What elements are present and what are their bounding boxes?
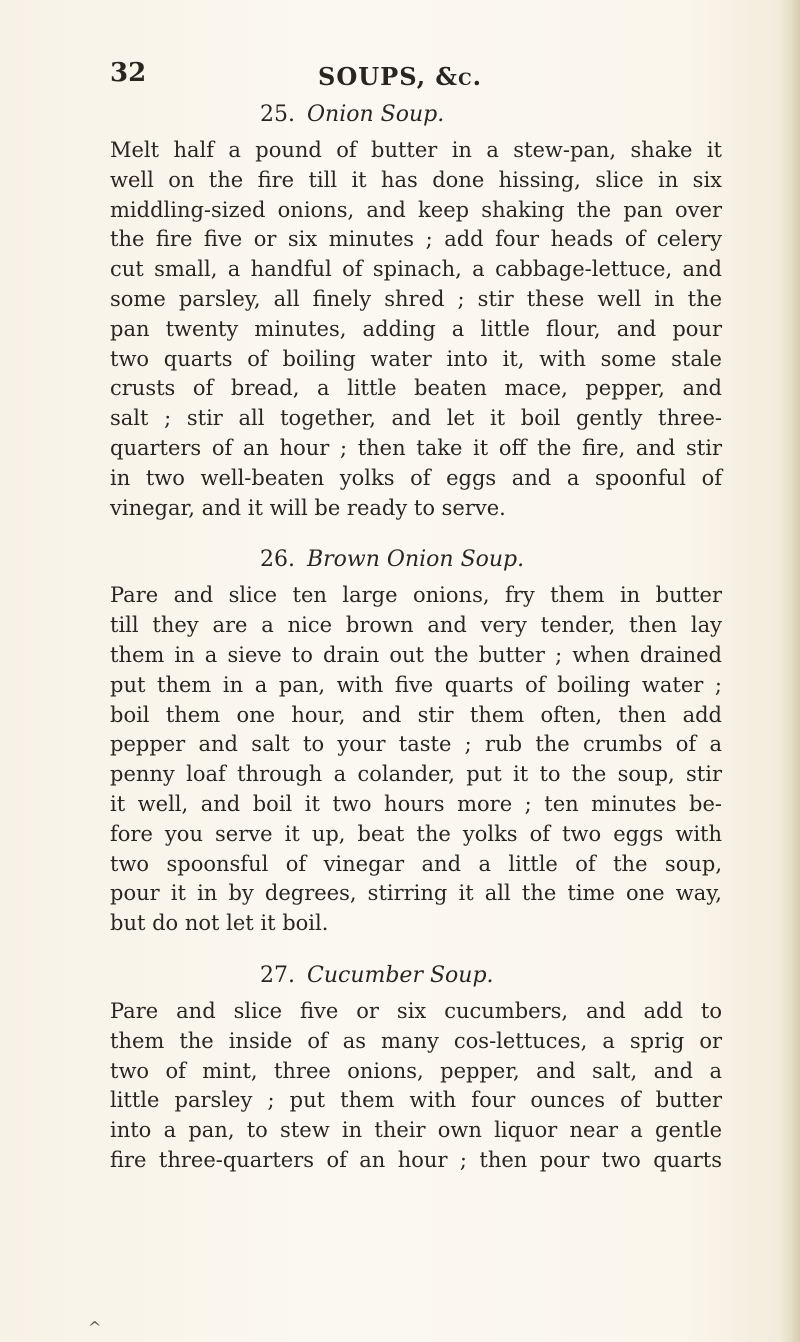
text-line: it well, and boil it two hours more ; ten minutes be- <box>110 791 722 816</box>
text-line: boil them one hour, and stir them often, then add <box>110 702 722 727</box>
text-line: well on the fire till it has done hissing, slice in six <box>110 167 722 192</box>
text-line: put them in a pan, with five quarts of boiling water ; <box>110 672 722 697</box>
text-line: some parsley, all finely shred ; stir these well in the <box>110 286 722 311</box>
text-line: them in a sieve to drain out the butter ; when drained <box>110 642 722 667</box>
recipe-title <box>110 545 722 575</box>
text-line: pan twenty minutes, adding a little flour, and pour <box>110 316 722 341</box>
text-line: fire three-quarters of an hour ; then pour two quarts <box>110 1147 722 1172</box>
text-line: Pare and slice five or six cucumbers, and add to <box>110 998 722 1023</box>
text-line: fore you serve it up, beat the yolks of two eggs with <box>110 821 722 846</box>
text-line: vinegar, and it will be ready to serve. <box>110 495 506 520</box>
text-line: salt ; stir all together, and let it boil gently three- <box>110 406 722 431</box>
text-line: little parsley ; put them with four ounces of butter <box>110 1088 722 1113</box>
recipe-number: 26. <box>260 547 295 573</box>
page-header <box>0 58 800 98</box>
text-line: penny loaf through a colander, put it to the soup, stir <box>110 762 722 787</box>
corner-mark: ^ <box>88 1318 102 1337</box>
text-line: pour it in by degrees, stirring it all the time one way, <box>110 881 722 906</box>
text-line: into a pan, to stew in their own liquor near a gentle <box>110 1118 722 1143</box>
text-line: cut small, a handful of spinach, a cabbage-lettuce, and <box>110 257 722 282</box>
recipe-name: Onion Soup. <box>307 102 445 127</box>
recipe-name: Cucumber Soup. <box>307 962 494 988</box>
text-line: crusts of bread, a little beaten mace, pepper, and <box>110 376 722 401</box>
recipe-body <box>110 581 722 939</box>
text-line: Melt half a pound of butter in a stew-pan, shake it <box>110 138 722 162</box>
text-line: pepper and salt to your taste ; rub the crumbs of a <box>110 732 722 757</box>
text-line: them the inside of as many cos-lettuces, a sprig or <box>110 1028 722 1053</box>
recipe-title <box>110 961 722 991</box>
text-line: middling-sized onions, and keep shaking the pan over <box>110 197 722 222</box>
text-line: two spoonsful of vinegar and a little of the soup, <box>110 851 722 876</box>
text-line: the fire five or six minutes ; add four heads of celery <box>110 227 722 252</box>
recipe-body <box>110 136 722 523</box>
page-content <box>110 100 722 1198</box>
page-number: 32 <box>110 58 147 88</box>
recipe-body <box>110 997 722 1176</box>
text-line: two of mint, three onions, pepper, and salt, and a <box>110 1058 722 1083</box>
text-line: two quarts of boiling water into it, with some stale <box>110 346 722 371</box>
text-line: quarters of an hour ; then take it off the fire, and stir <box>110 435 722 460</box>
text-line: Pare and slice ten large onions, fry them in butter <box>110 583 722 608</box>
recipe-number: 27. <box>260 962 295 988</box>
recipe-title <box>110 100 722 130</box>
text-line: but do not let it boil. <box>110 911 329 936</box>
running-head: SOUPS, &c. <box>318 62 482 91</box>
recipe-number: 25. <box>260 102 295 127</box>
text-line: in two well-beaten yolks of eggs and a spoonful of <box>110 465 722 490</box>
page-edge-shadow <box>778 0 800 1342</box>
text-line: till they are a nice brown and very tender, then lay <box>110 613 722 638</box>
recipe-name: Brown Onion Soup. <box>307 547 525 573</box>
